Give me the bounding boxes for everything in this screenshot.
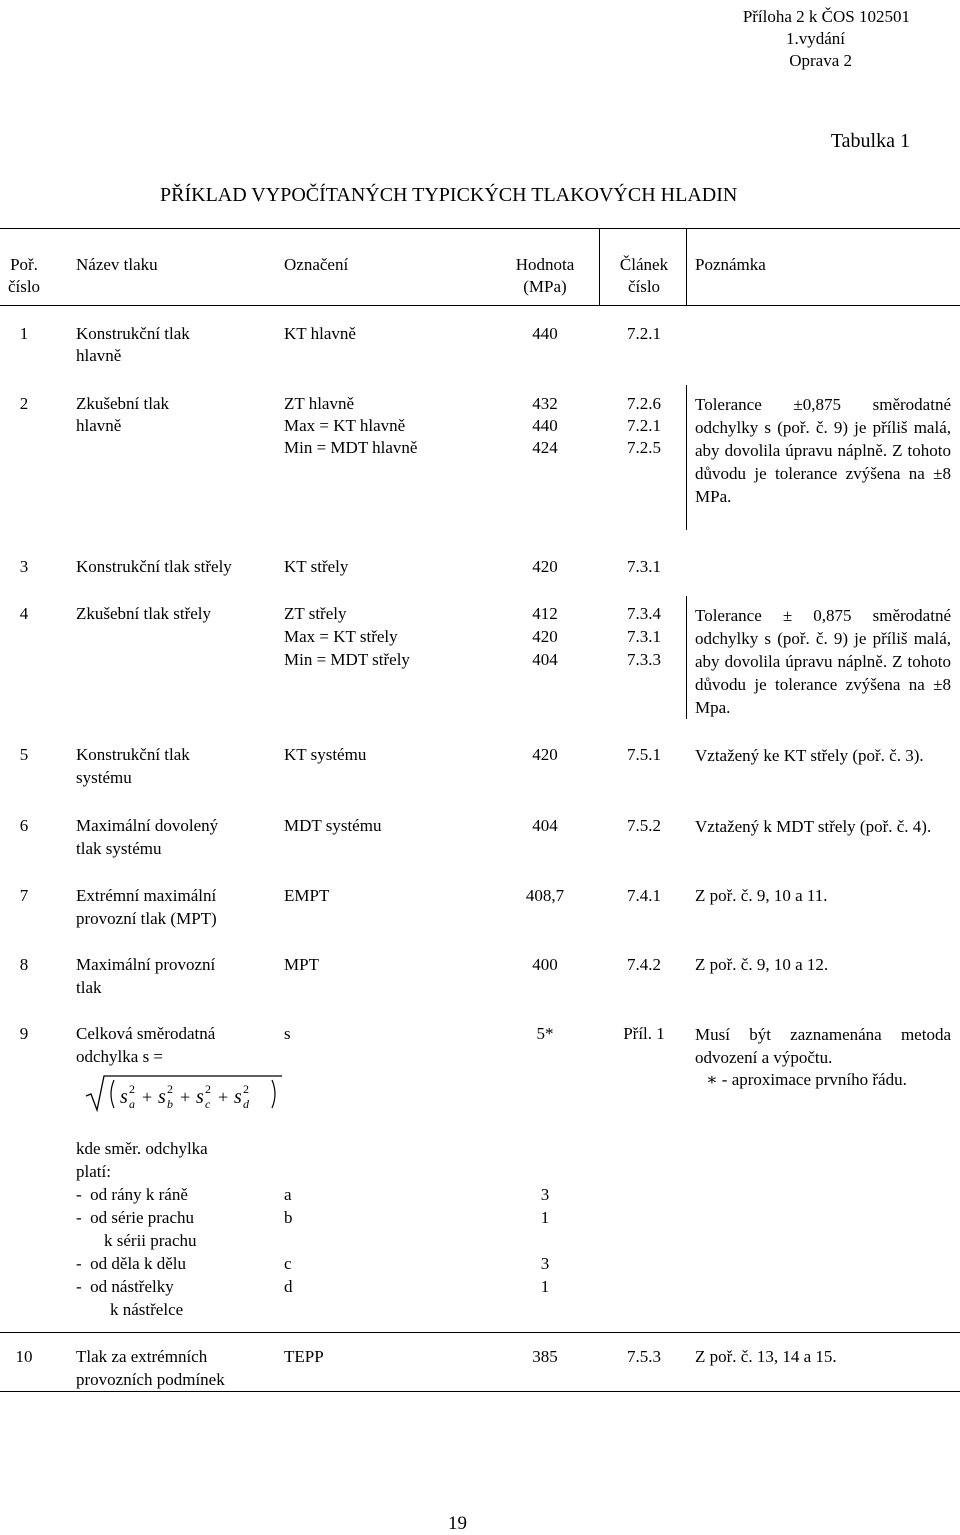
row-1-code: KT hlavně (284, 324, 356, 343)
row-8-article: 7.4.2 (627, 955, 661, 974)
row-5-note: Vztažený ke KT střely (poř. č. 3). (695, 746, 924, 765)
row-5-value: 420 (532, 745, 558, 764)
row-10-name-1: Tlak za extrémních (76, 1347, 208, 1366)
row-7-note: Z poř. č. 9, 10 a 11. (695, 886, 828, 905)
row-9-note-footnote: ∗ - aproximace prvního řádu. (706, 1070, 907, 1089)
row-6-value: 404 (532, 816, 558, 835)
component-a-value: 3 (540, 1185, 550, 1204)
components-intro-1: kde směr. odchylka (76, 1139, 208, 1158)
row-4-code-1: ZT střely (284, 604, 347, 623)
header-divider-article (599, 228, 600, 306)
col-header-code: Označení (284, 255, 349, 274)
col-header-value-1: Hodnota (515, 255, 575, 274)
page-number: 19 (448, 1513, 467, 1534)
row-2-num: 2 (19, 394, 29, 413)
row-7-num: 7 (19, 886, 29, 905)
row-6-num: 6 (19, 816, 29, 835)
row-5-code: KT systému (284, 745, 367, 764)
row-3-value: 420 (532, 557, 558, 576)
row-2-name-1: Zkušební tlak (76, 394, 170, 413)
row-4-value-3: 404 (532, 650, 558, 669)
row-2-code-3: Min = MDT hlavně (284, 438, 418, 457)
row-4-code-2: Max = KT střely (284, 627, 398, 646)
row-3-code: KT střely (284, 557, 349, 576)
row-10-name-2: provozních podmínek (76, 1370, 225, 1389)
row-4-value-2: 420 (532, 627, 558, 646)
row-8-name-1: Maximální provozní (76, 955, 216, 974)
header-divider-note (686, 228, 687, 306)
row-9-name-1: Celková směrodatná (76, 1024, 216, 1043)
row-2-value-1: 432 (532, 394, 558, 413)
row-8-value: 400 (532, 955, 558, 974)
row-4-num: 4 (19, 604, 29, 623)
svg-text:2: 2 (205, 1082, 211, 1096)
row-10-value: 385 (532, 1347, 558, 1366)
row-4-code-3: Min = MDT střely (284, 650, 410, 669)
component-d-value: 1 (540, 1277, 550, 1296)
row-8-note: Z poř. č. 9, 10 a 12. (695, 955, 829, 974)
svg-text:s: s (234, 1086, 242, 1108)
row-1-name-2: hlavně (76, 346, 122, 365)
row-6-code: MDT systému (284, 816, 382, 835)
component-d-symbol: d (284, 1277, 293, 1296)
col-header-num-1: Poř. (10, 255, 38, 274)
row-8-code: MPT (284, 955, 319, 974)
row-6-article: 7.5.2 (627, 816, 661, 835)
row-9-value: 5* (536, 1024, 554, 1043)
table-label: Tabulka 1 (830, 130, 910, 152)
row-9-num: 9 (19, 1024, 29, 1043)
row-4-note-border (686, 596, 687, 719)
component-c-value: 3 (540, 1254, 550, 1273)
svg-text:2: 2 (129, 1082, 135, 1096)
row-2-article-1: 7.2.6 (627, 394, 661, 413)
row-4-note: Tolerance ± 0,875 směrodatné odchylky s (poř. č. 9) je příliš malá, aby dovolila úpravu náplně. Z tohoto důvodu je tolerance zvýšena na ±8 Mpa. (695, 606, 951, 717)
svg-text:+: + (180, 1087, 191, 1107)
row-4-value-1: 412 (532, 604, 558, 623)
components-intro-2: platí: (76, 1162, 111, 1181)
header-bottom-border (0, 305, 960, 306)
row-9-note: Musí být zaznamenána metoda odvození a výpočtu. (695, 1025, 951, 1067)
svg-text:s: s (158, 1086, 166, 1108)
row-6-note: Vztažený k MDT střely (poř. č. 4). (695, 817, 932, 836)
row-7-name-2: provozní tlak (MPT) (76, 909, 217, 928)
row-2-note: Tolerance ±0,875 směrodatné odchylky s (poř. č. 9) je příliš malá, aby dovolila úpravu náplně. Z tohoto důvodu je tolerance zvýšena na ±8 MPa. (695, 395, 951, 506)
component-c-symbol: c (284, 1254, 292, 1273)
col-header-value-2: (MPa) (523, 277, 567, 296)
svg-text:s: s (120, 1086, 128, 1108)
svg-text:+: + (218, 1087, 229, 1107)
row-5-name-2: systému (76, 768, 132, 787)
row-6-name-1: Maximální dovolený (76, 816, 219, 835)
component-b-label-2: k sérii prachu (104, 1231, 197, 1250)
row-10-num: 10 (15, 1347, 33, 1366)
row-8-name-2: tlak (76, 978, 102, 997)
row-3-article: 7.3.1 (627, 557, 661, 576)
row-7-name-1: Extrémní maximální (76, 886, 217, 905)
table-bottom-border (0, 1391, 960, 1392)
header-amendment: Oprava 2 (789, 51, 852, 70)
component-c-label: - od děla k dělu (76, 1254, 186, 1273)
svg-text:s: s (196, 1086, 204, 1108)
row-2-article-3: 7.2.5 (627, 438, 661, 457)
std-dev-formula (84, 1074, 284, 1120)
row-4-article-1: 7.3.4 (627, 604, 661, 623)
header-annex: Příloha 2 k ČOS 102501 (742, 7, 910, 26)
row-1-name-1: Konstrukční tlak (76, 324, 190, 343)
row-2-article-2: 7.2.1 (627, 416, 661, 435)
row-1-article: 7.2.1 (627, 324, 661, 343)
row-10-note: Z poř. č. 13, 14 a 15. (695, 1347, 837, 1366)
header-edition: 1.vydání (785, 29, 845, 48)
svg-text:2: 2 (167, 1082, 173, 1096)
component-b-label-1: - od série prachu (76, 1208, 195, 1227)
row-9-name-2: odchylka s = (76, 1047, 164, 1066)
row-2-value-2: 440 (532, 416, 558, 435)
svg-text:a: a (129, 1097, 135, 1111)
sqrt-sign-icon (84, 1074, 284, 1114)
row-1-value: 440 (532, 324, 558, 343)
col-header-article-2: číslo (627, 277, 661, 296)
component-b-value: 1 (540, 1208, 550, 1227)
row-3-name: Konstrukční tlak střely (76, 557, 232, 576)
table-top-border (0, 228, 960, 229)
row-7-article: 7.4.1 (627, 886, 661, 905)
row-9-article: Příl. 1 (623, 1024, 665, 1043)
component-a-symbol: a (284, 1185, 292, 1204)
component-a-label: - od rány k ráně (76, 1185, 188, 1204)
row-2-value-3: 424 (532, 438, 558, 457)
row-4-name: Zkušební tlak střely (76, 604, 212, 623)
row-2-code-1: ZT hlavně (284, 394, 355, 413)
row-4-article-3: 7.3.3 (627, 650, 661, 669)
component-d-label-2: k nástřelce (110, 1300, 184, 1319)
row-5-name-1: Konstrukční tlak (76, 745, 190, 764)
row-9-code: s (284, 1024, 291, 1043)
row-7-code: EMPT (284, 886, 330, 905)
svg-text:d: d (243, 1097, 249, 1111)
svg-text:c: c (205, 1097, 211, 1111)
row-10-code: TEPP (284, 1347, 324, 1366)
component-b-symbol: b (284, 1208, 293, 1227)
col-header-num-2: číslo (7, 277, 41, 296)
col-header-name: Název tlaku (76, 255, 158, 274)
row-10-article: 7.5.3 (627, 1347, 661, 1366)
row-1-num: 1 (19, 324, 29, 343)
row-6-name-2: tlak systému (76, 839, 162, 858)
row-2-name-2: hlavně (76, 416, 122, 435)
svg-text:b: b (167, 1097, 173, 1111)
svg-text:+: + (142, 1087, 153, 1107)
row-5-num: 5 (19, 745, 29, 764)
col-header-article-1: Článek (619, 255, 669, 274)
row-8-num: 8 (19, 955, 29, 974)
row-2-code-2: Max = KT hlavně (284, 416, 406, 435)
component-d-label-1: - od nástřelky (76, 1277, 174, 1296)
table-bottom-border-top (0, 1332, 960, 1333)
col-header-note: Poznámka (695, 255, 766, 274)
row-4-article-2: 7.3.1 (627, 627, 661, 646)
page-title: PŘÍKLAD VYPOČÍTANÝCH TYPICKÝCH TLAKOVÝCH HLADIN (160, 184, 738, 206)
row-7-value: 408,7 (525, 886, 565, 905)
row-3-num: 3 (19, 557, 29, 576)
row-5-article: 7.5.1 (627, 745, 661, 764)
row-2-note-border (686, 385, 687, 530)
svg-text:2: 2 (243, 1082, 249, 1096)
